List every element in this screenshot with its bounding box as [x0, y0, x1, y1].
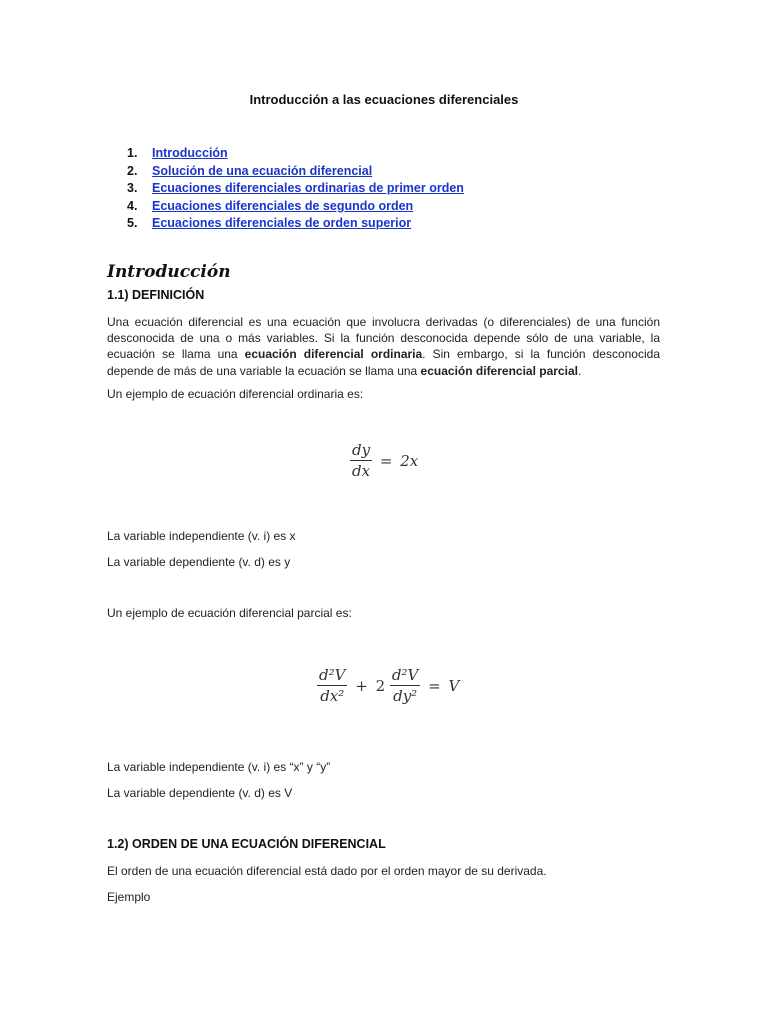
plus-sign: + — [355, 676, 368, 695]
fraction — [350, 440, 372, 481]
definition-text-1: Una ecuación diferencial es una ecuación que involucra derivadas (o diferenciales) de una función desconocida de una o más variables. Si la función desconocida depende sólo de una variable, la ecuación se llama una — [107, 315, 660, 362]
coefficient: 2 — [375, 676, 386, 695]
toc-item — [127, 163, 464, 181]
example-partial-text: Un ejemplo de ecuación diferencial parcial es: — [107, 606, 352, 620]
toc-item — [127, 215, 464, 233]
toc-link-orden-superior[interactable]: Ecuaciones diferenciales de orden superior — [152, 216, 412, 231]
dependent-variable-partial: La variable dependiente (v. d) es V — [107, 786, 293, 800]
fraction — [390, 665, 420, 706]
document-title: Introducción a las ecuaciones diferenciales — [249, 92, 519, 107]
toc-item — [127, 145, 464, 163]
independent-variable-partial: La variable independiente (v. i) es “x” y “y” — [107, 760, 331, 774]
toc-link-introduccion[interactable]: Introducción — [152, 146, 228, 160]
fraction-numerator: d²V — [319, 666, 346, 684]
definition-bold-partial: ecuación diferencial parcial — [420, 363, 578, 378]
fraction — [317, 665, 347, 706]
fraction-numerator: dy — [352, 441, 371, 459]
equals-sign: = — [428, 676, 441, 695]
section-heading: Introducción — [107, 262, 231, 282]
fraction-denominator: dy² — [393, 687, 418, 705]
fraction-denominator: dx² — [320, 687, 345, 705]
order-definition-text: El orden de una ecuación diferencial está dado por el orden mayor de su derivada. — [107, 864, 547, 878]
toc-item — [127, 180, 464, 198]
dependent-variable-ordinary: La variable dependiente (v. d) es y — [107, 555, 291, 569]
toc-item-number: 5. — [127, 216, 138, 231]
toc-link-solucion[interactable]: Solución de una ecuación diferencial — [152, 163, 373, 178]
fraction-denominator: dx — [352, 462, 371, 480]
example-ordinary-text: Un ejemplo de ecuación diferencial ordinaria es: — [107, 387, 364, 401]
partial-equation — [317, 665, 459, 706]
definition-text-3: . — [577, 363, 582, 378]
toc-item — [127, 198, 464, 216]
definition-text-2: . Sin embargo, si la función desconocida depende de más de una variable la ecuación se llama una — [107, 347, 660, 378]
equation-rhs: V — [448, 676, 460, 695]
table-of-contents — [127, 145, 464, 233]
toc-item-number: 3. — [127, 181, 138, 196]
ordinary-equation — [350, 440, 418, 481]
toc-item-number: 2. — [127, 163, 138, 178]
toc-link-primer-orden[interactable]: Ecuaciones diferenciales ordinarias de primer orden — [152, 181, 464, 196]
toc-item-number: 1. — [127, 146, 138, 160]
toc-link-segundo-orden[interactable]: Ecuaciones diferenciales de segundo orden — [152, 198, 414, 213]
subheading-definicion: 1.1) DEFINICIÓN — [107, 288, 205, 302]
equals-sign: = — [379, 451, 393, 470]
equation-rhs: 2x — [400, 451, 419, 470]
fraction-numerator: d²V — [391, 666, 419, 684]
example-label: Ejemplo — [107, 890, 151, 904]
definition-paragraph — [107, 314, 660, 379]
definition-bold-ordinary: ecuación diferencial ordinaria — [244, 347, 423, 362]
independent-variable-ordinary: La variable independiente (v. i) es x — [107, 529, 296, 543]
subheading-orden: 1.2) ORDEN DE UNA ECUACIÓN DIFERENCIAL — [107, 837, 386, 851]
toc-item-number: 4. — [127, 198, 138, 213]
